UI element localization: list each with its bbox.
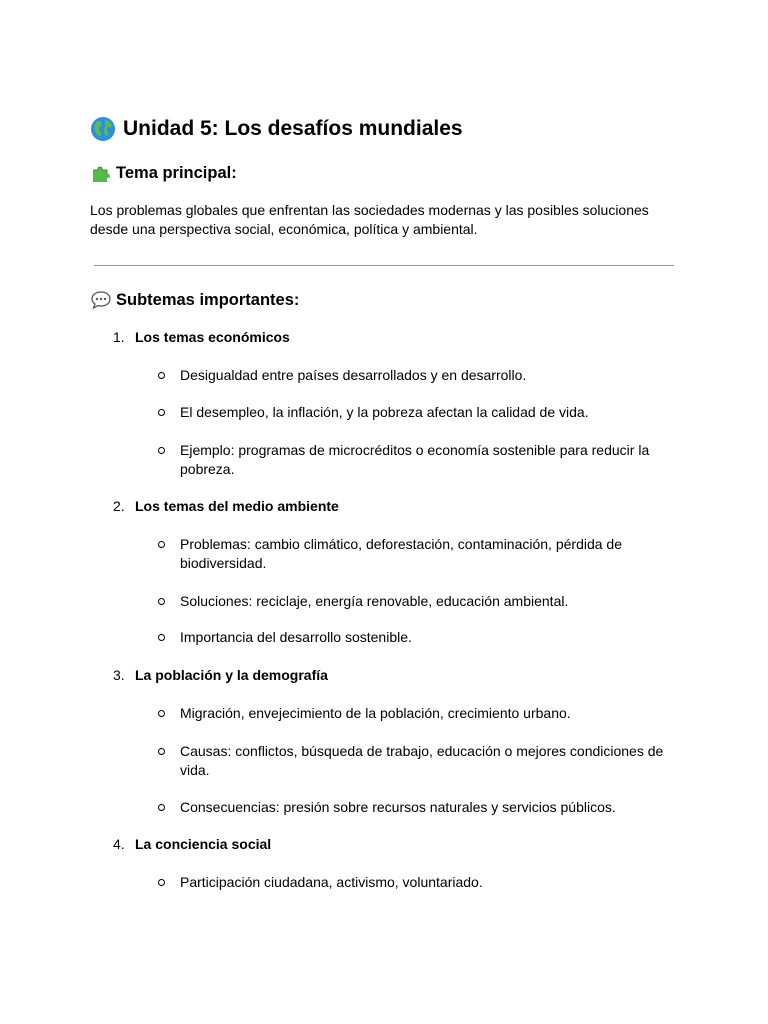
list-item-title: La conciencia social <box>135 836 272 852</box>
main-topic-text: Los problemas globales que enfrentan las sociedades modernas y las posibles soluciones desde una perspectiva social, económica, política y ambiental. <box>90 202 649 237</box>
puzzle-piece-icon <box>90 162 112 184</box>
hollow-circle-bullet-icon <box>158 372 165 379</box>
list-item-number: 3. <box>113 667 125 683</box>
subtopics-heading-row <box>90 289 299 311</box>
hollow-circle-bullet-icon <box>158 634 165 641</box>
list-item-number: 4. <box>113 836 125 852</box>
hollow-circle-bullet-icon <box>158 598 165 605</box>
horizontal-divider <box>94 265 674 266</box>
globe-icon <box>90 116 116 142</box>
list-item-title: Los temas económicos <box>135 329 290 345</box>
hollow-circle-bullet-icon <box>158 748 165 755</box>
bullet-text: Consecuencias: presión sobre recursos naturales y servicios públicos. <box>180 799 616 815</box>
bullet-text: Migración, envejecimiento de la población, crecimiento urbano. <box>180 705 571 721</box>
main-topic-heading-row <box>90 162 237 184</box>
list-item-title: Los temas del medio ambiente <box>135 498 339 514</box>
speech-bubble-icon <box>90 289 112 311</box>
main-topic-heading: Tema principal: <box>116 164 237 182</box>
bullet-text: Ejemplo: programas de microcréditos o economía sostenible para reducir la pobreza. <box>180 442 650 477</box>
hollow-circle-bullet-icon <box>158 447 165 454</box>
list-item-number: 1. <box>113 329 125 345</box>
hollow-circle-bullet-icon <box>158 879 165 886</box>
page-title: Unidad 5: Los desafíos mundiales <box>123 117 463 140</box>
hollow-circle-bullet-icon <box>158 541 165 548</box>
list-item-number: 2. <box>113 498 125 514</box>
hollow-circle-bullet-icon <box>158 804 165 811</box>
bullet-text: El desempleo, la inflación, y la pobreza afectan la calidad de vida. <box>180 404 589 420</box>
title-row <box>90 115 463 143</box>
bullet-text: Participación ciudadana, activismo, voluntariado. <box>180 874 483 890</box>
bullet-text: Importancia del desarrollo sostenible. <box>180 629 412 645</box>
bullet-text: Desigualdad entre países desarrollados y en desarrollo. <box>180 367 527 383</box>
bullet-text: Causas: conflictos, búsqueda de trabajo, educación o mejores condiciones de vida. <box>180 743 664 778</box>
list-item-title: La población y la demografía <box>135 667 328 683</box>
subtopics-heading: Subtemas importantes: <box>116 291 300 309</box>
bullet-text: Soluciones: reciclaje, energía renovable, educación ambiental. <box>180 593 569 609</box>
hollow-circle-bullet-icon <box>158 710 165 717</box>
bullet-text: Problemas: cambio climático, deforestación, contaminación, pérdida de biodiversidad. <box>180 536 623 571</box>
hollow-circle-bullet-icon <box>158 409 165 416</box>
